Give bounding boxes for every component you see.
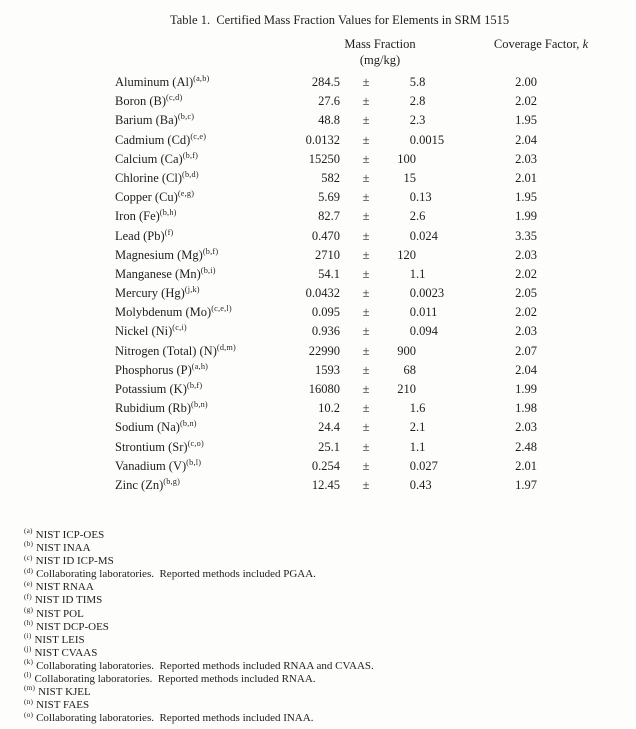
footnote	[24, 673, 624, 686]
uncertainty-value	[392, 322, 488, 341]
footnote-text: NIST FAES	[36, 699, 90, 712]
table-row	[0, 284, 636, 303]
mass-fraction-value: 16080	[308, 382, 340, 396]
uncertainty-fraction-part: .027	[416, 458, 438, 473]
coverage-factor-value: 2.04	[515, 362, 537, 377]
element-footnote-marker: (f)	[164, 227, 174, 237]
uncertainty-value	[392, 111, 488, 130]
footnote	[24, 660, 624, 673]
element-footnote-marker: (e,g)	[177, 188, 195, 198]
element-name: Nickel $(Ni)^{(c,i)}$	[115, 323, 187, 339]
uncertainty-value	[392, 246, 488, 265]
element-name: Calcium $(Ca)^{(b,f)}$	[115, 150, 199, 166]
coverage-factor-value: 1.99	[515, 382, 537, 396]
uncertainty-value	[392, 188, 488, 207]
uncertainty-fraction-part: .43	[416, 477, 432, 492]
element-name: Aluminum $(Al)^{(a,b)}$	[115, 73, 210, 89]
footnote-marker: (k)	[24, 658, 34, 667]
coverage-factor-value: 2.02	[515, 266, 537, 281]
footnote	[24, 647, 624, 660]
plus-minus-sign: ±	[362, 113, 370, 128]
element-footnote-marker: (b,g)	[163, 476, 181, 486]
element-name: Magnesium $(Mg)^{(b,f)}$	[115, 246, 219, 262]
plus-minus-sign: ±	[362, 94, 370, 109]
table-row	[0, 322, 636, 341]
mass-fraction-value: 5.69	[318, 190, 340, 205]
footnote-text: NIST LEIS	[34, 633, 85, 646]
uncertainty-integer-part: 2	[409, 420, 416, 435]
mass-fraction-value: 582	[321, 170, 340, 185]
element-footnote-marker: (c,o)	[187, 438, 204, 448]
uncertainty-value	[392, 73, 488, 92]
coverage-factor-value: 1.95	[515, 113, 537, 128]
uncertainty-integer-part: 2	[409, 209, 416, 224]
plus-minus-sign: ±	[362, 151, 370, 166]
table-row	[0, 73, 636, 92]
element-name: Sodium $(Na)^{(b,n)}$	[115, 419, 197, 435]
coverage-factor-value: 2.02	[515, 94, 537, 109]
footnote-marker: (c)	[24, 553, 33, 562]
footnote-text: NIST ID ICP-MS	[35, 555, 114, 568]
footnote-marker: (b)	[24, 540, 34, 549]
mass-fraction-value: 0.095	[311, 305, 340, 320]
element-name: Vanadium $(V)^{(b,l)}$	[115, 457, 202, 473]
uncertainty-integer-part: 2	[409, 94, 416, 109]
element-name: Mercury $(Hg)^{(j,k)}$	[115, 284, 200, 301]
element-name: Phosphorus $(P)^{(a,h)}$	[115, 361, 209, 377]
column-header-mass-fraction	[290, 36, 470, 68]
coverage-factor-value: 2.48	[515, 439, 537, 454]
element-footnote-marker: (b,c)	[177, 112, 195, 122]
uncertainty-integer-part: 2	[409, 113, 416, 128]
column-header-coverage-factor	[466, 36, 616, 52]
mass-fraction-value: 22990	[308, 343, 340, 358]
element-name: Rubidium $(Rb)^{(b,n)}$	[115, 400, 208, 416]
footnote	[24, 634, 624, 647]
element-footnote-marker: (a,b)	[193, 73, 210, 83]
uncertainty-value	[392, 476, 488, 495]
element-footnote-marker: (b,l)	[186, 457, 202, 467]
element-name: Strontium $(Sr)^{(c,o)}$	[115, 438, 204, 454]
uncertainty-integer-part: 1	[409, 266, 416, 281]
uncertainty-integer-part: 0	[409, 324, 416, 339]
uncertainty-fraction-part: .3	[416, 113, 426, 128]
footnote-text: NIST KJEL	[38, 686, 91, 699]
element-name: Molybdenum $(Mo)^{(c,e,l)}$	[115, 304, 232, 320]
footnote-marker: (h)	[24, 619, 34, 627]
coverage-factor-k-symbol: k	[582, 37, 589, 51]
element-footnote-marker: (b,d)	[182, 169, 199, 179]
plus-minus-sign: ±	[362, 401, 370, 416]
mass-fraction-value: 54.1	[318, 266, 340, 281]
element-footnote-marker: (j,k)	[184, 284, 200, 294]
table-row	[0, 188, 636, 207]
plus-minus-sign: ±	[362, 420, 370, 435]
uncertainty-fraction-part: .8	[416, 94, 426, 109]
table-row	[0, 169, 636, 188]
coverage-factor-value: 2.07	[515, 343, 537, 358]
plus-minus-sign: ±	[362, 324, 370, 339]
table-row	[0, 131, 636, 150]
mass-fraction-value: 0.936	[311, 324, 340, 339]
coverage-factor-value: 2.01	[515, 458, 537, 473]
footnote	[24, 542, 624, 555]
footnote	[24, 568, 624, 581]
coverage-factor-value: 1.98	[515, 401, 537, 416]
uncertainty-value	[392, 150, 488, 169]
table-body	[0, 73, 636, 495]
coverage-factor-value: 3.35	[515, 228, 537, 243]
coverage-factor-value: 1.99	[515, 209, 537, 224]
footnote-text: Collaborating laboratories. Reported methods included RNAA and CVAAS.	[36, 659, 374, 672]
uncertainty-value	[392, 131, 488, 150]
plus-minus-sign: ±	[362, 170, 370, 185]
coverage-factor-value: 1.97	[515, 477, 537, 492]
element-name: Boron $(B)^{(c,d)}$	[115, 93, 183, 109]
plus-minus-sign: ±	[362, 343, 370, 358]
uncertainty-integer-part: 5	[409, 75, 416, 89]
uncertainty-value	[392, 342, 488, 361]
mass-fraction-value: 15250	[308, 151, 340, 166]
uncertainty-integer-part: 100	[397, 151, 416, 166]
coverage-factor-value: 2.00	[515, 75, 537, 89]
uncertainty-value	[392, 265, 488, 284]
element-name: Lead $(Pb)^{(f)}$	[115, 227, 174, 243]
uncertainty-integer-part: 0	[409, 477, 416, 492]
footnote-text: NIST POL	[36, 607, 84, 620]
uncertainty-integer-part: 0	[409, 286, 416, 301]
uncertainty-integer-part: 0	[409, 132, 416, 147]
element-footnote-marker: (b,n)	[191, 400, 208, 410]
uncertainty-value	[392, 284, 488, 303]
footnote-marker: (j)	[24, 645, 32, 654]
uncertainty-integer-part: 1	[409, 401, 416, 416]
footnote	[24, 712, 624, 725]
mass-fraction-value: 10.2	[318, 401, 340, 416]
uncertainty-value	[392, 361, 488, 380]
table-row	[0, 380, 636, 399]
footnote	[24, 699, 624, 712]
element-footnote-marker: (b,n)	[179, 419, 197, 429]
uncertainty-integer-part: 0	[409, 190, 416, 205]
element-footnote-marker: (d,m)	[216, 342, 236, 352]
footnote-text: NIST RNAA	[35, 581, 94, 594]
mass-fraction-value: 12.45	[311, 477, 340, 492]
table-row	[0, 207, 636, 226]
mass-fraction-value: 82.7	[318, 209, 340, 224]
footnote	[24, 621, 624, 634]
mass-fraction-value: 0.0432	[305, 286, 340, 301]
element-footnote-marker: (b,i)	[200, 265, 216, 275]
plus-minus-sign: ±	[362, 362, 370, 377]
mass-fraction-value: 0.254	[311, 458, 340, 473]
plus-minus-sign: ±	[362, 209, 370, 224]
element-name: Barium $(Ba)^{(b,c)}$	[115, 112, 195, 128]
element-footnote-marker: (b,h)	[159, 208, 177, 218]
coverage-factor-value: 2.02	[515, 305, 537, 320]
uncertainty-value	[392, 457, 488, 476]
uncertainty-value	[392, 418, 488, 437]
footnotes-section	[24, 529, 624, 725]
table-row	[0, 111, 636, 130]
uncertainty-value	[392, 207, 488, 226]
coverage-factor-value: 2.03	[515, 247, 537, 262]
footnote-marker: (l)	[24, 671, 32, 680]
footnote-marker: (m)	[24, 684, 36, 693]
table-row	[0, 476, 636, 495]
mass-fraction-value: 284.5	[311, 75, 340, 89]
element-footnote-marker: (b,f)	[186, 380, 203, 390]
footnote	[24, 555, 624, 568]
uncertainty-fraction-part: .024	[416, 228, 438, 243]
mass-fraction-value: 2710	[315, 247, 340, 262]
plus-minus-sign: ±	[362, 305, 370, 320]
plus-minus-sign: ±	[362, 190, 370, 205]
footnote-text: Collaborating laboratories. Reported methods included INAA.	[36, 712, 314, 725]
footnote-marker: (i)	[24, 632, 32, 641]
coverage-factor-label: Coverage Factor,	[493, 37, 583, 51]
uncertainty-fraction-part: .1	[416, 439, 426, 454]
footnote-marker: (o)	[24, 710, 34, 719]
coverage-factor-value: 2.04	[515, 132, 537, 147]
coverage-factor-value: 2.01	[515, 170, 537, 185]
element-name: Chlorine $(Cl)^{(b,d)}$	[115, 169, 199, 185]
coverage-factor-value: 2.05	[515, 286, 537, 301]
mass-fraction-value: 27.6	[318, 94, 340, 109]
uncertainty-integer-part: 210	[397, 382, 416, 396]
uncertainty-integer-part: 0	[409, 458, 416, 473]
uncertainty-fraction-part: .6	[416, 401, 426, 416]
element-footnote-marker: (c,i)	[172, 323, 187, 333]
plus-minus-sign: ±	[362, 228, 370, 243]
uncertainty-integer-part: 1	[409, 439, 416, 454]
uncertainty-fraction-part: .0015	[416, 132, 445, 147]
plus-minus-sign: ±	[362, 477, 370, 492]
mass-fraction-label: Mass Fraction	[344, 37, 416, 51]
mass-fraction-value: 0.0132	[305, 132, 340, 147]
table-row	[0, 418, 636, 437]
element-name: Iron $(Fe)^{(b,h)}$	[115, 208, 177, 224]
footnote-marker: (e)	[24, 579, 33, 588]
coverage-factor-value: 1.95	[515, 190, 537, 205]
plus-minus-sign: ±	[362, 458, 370, 473]
footnote-marker: (n)	[24, 697, 34, 706]
table-row	[0, 361, 636, 380]
footnote-text: NIST DCP-OES	[36, 620, 109, 633]
footnote-text: Collaborating laboratories. Reported methods included PGAA.	[36, 568, 316, 581]
coverage-factor-value: 2.03	[515, 151, 537, 166]
uncertainty-value	[392, 380, 488, 399]
table-row	[0, 303, 636, 322]
table-title: Table 1. Certified Mass Fraction Values for Elements in SRM 1515	[170, 13, 510, 27]
uncertainty-value	[392, 227, 488, 246]
uncertainty-value	[392, 399, 488, 418]
uncertainty-integer-part: 900	[397, 343, 416, 358]
plus-minus-sign: ±	[362, 247, 370, 262]
uncertainty-fraction-part: .13	[416, 190, 432, 205]
element-footnote-marker: (b,f)	[182, 150, 199, 160]
uncertainty-fraction-part: .1	[416, 420, 426, 435]
uncertainty-value	[392, 303, 488, 322]
footnote-text: NIST INAA	[36, 542, 91, 555]
table-row	[0, 342, 636, 361]
element-footnote-marker: (a,h)	[191, 361, 209, 371]
footnote-text: Collaborating laboratories. Reported methods included RNAA.	[34, 673, 316, 686]
uncertainty-fraction-part: .094	[416, 324, 438, 339]
uncertainty-fraction-part: .0023	[416, 286, 445, 301]
element-footnote-marker: (c,d)	[166, 93, 183, 103]
plus-minus-sign: ±	[362, 382, 370, 396]
element-name: Cadmium $(Cd)^{(c,e)}$	[115, 131, 207, 147]
table-row	[0, 457, 636, 476]
uncertainty-fraction-part: .1	[416, 266, 426, 281]
table-row	[0, 265, 636, 284]
element-name: Zinc $(Zn)^{(b,g)}$	[115, 476, 181, 492]
plus-minus-sign: ±	[362, 286, 370, 301]
footnote	[24, 605, 624, 621]
uncertainty-fraction-part: .6	[416, 209, 426, 224]
element-name: Copper $(Cu)^{(e,g)}$	[115, 188, 195, 205]
element-footnote-marker: (b,f)	[202, 246, 219, 256]
uncertainty-integer-part: 68	[403, 362, 416, 377]
table-row	[0, 246, 636, 265]
footnote	[24, 686, 624, 699]
uncertainty-fraction-part: .8	[416, 75, 426, 89]
mass-fraction-value: 0.470	[311, 228, 340, 243]
footnote-marker: (d)	[24, 566, 34, 575]
element-footnote-marker: (c,e)	[190, 131, 207, 141]
table-row	[0, 92, 636, 111]
plus-minus-sign: ±	[362, 132, 370, 147]
footnote-text: NIST CVAAS	[34, 646, 98, 659]
mass-fraction-value: 1593	[315, 362, 340, 377]
uncertainty-value	[392, 169, 488, 188]
footnote	[24, 529, 624, 542]
plus-minus-sign: ±	[362, 266, 370, 281]
element-footnote-marker: (c,e,l)	[211, 304, 232, 314]
table-row	[0, 227, 636, 246]
mass-fraction-value: 48.8	[318, 113, 340, 128]
table-row	[0, 438, 636, 457]
footnote-text: NIST ICP-OES	[35, 529, 105, 541]
uncertainty-integer-part: 0	[409, 305, 416, 320]
footnote	[24, 594, 624, 607]
table-row	[0, 399, 636, 418]
element-name: Potassium $(K)^{(b,f)}$	[115, 380, 203, 396]
footnote-marker: (f)	[24, 592, 32, 601]
mass-fraction-value: 24.4	[318, 420, 340, 435]
footnote	[24, 581, 624, 594]
table-row	[0, 150, 636, 169]
plus-minus-sign: ±	[362, 75, 370, 89]
coverage-factor-value: 2.03	[515, 324, 537, 339]
uncertainty-integer-part: 0	[409, 228, 416, 243]
uncertainty-value	[392, 438, 488, 457]
footnote-marker: (a)	[24, 527, 33, 536]
uncertainty-integer-part: 15	[403, 170, 416, 185]
mass-fraction-units: (mg/kg)	[359, 53, 401, 67]
uncertainty-value	[392, 92, 488, 111]
uncertainty-integer-part: 120	[397, 247, 416, 262]
coverage-factor-value: 2.03	[515, 420, 537, 435]
element-name: Manganese $(Mn)^{(b,i)}$	[115, 265, 216, 281]
element-name: Nitrogen (Total) $(N)^{(d,m)}$	[115, 342, 236, 358]
uncertainty-fraction-part: .011	[416, 305, 438, 320]
footnote-text: NIST ID TIMS	[34, 594, 103, 607]
mass-fraction-value: 25.1	[318, 439, 340, 454]
plus-minus-sign: ±	[362, 439, 370, 454]
footnote-marker: (g)	[24, 605, 34, 614]
